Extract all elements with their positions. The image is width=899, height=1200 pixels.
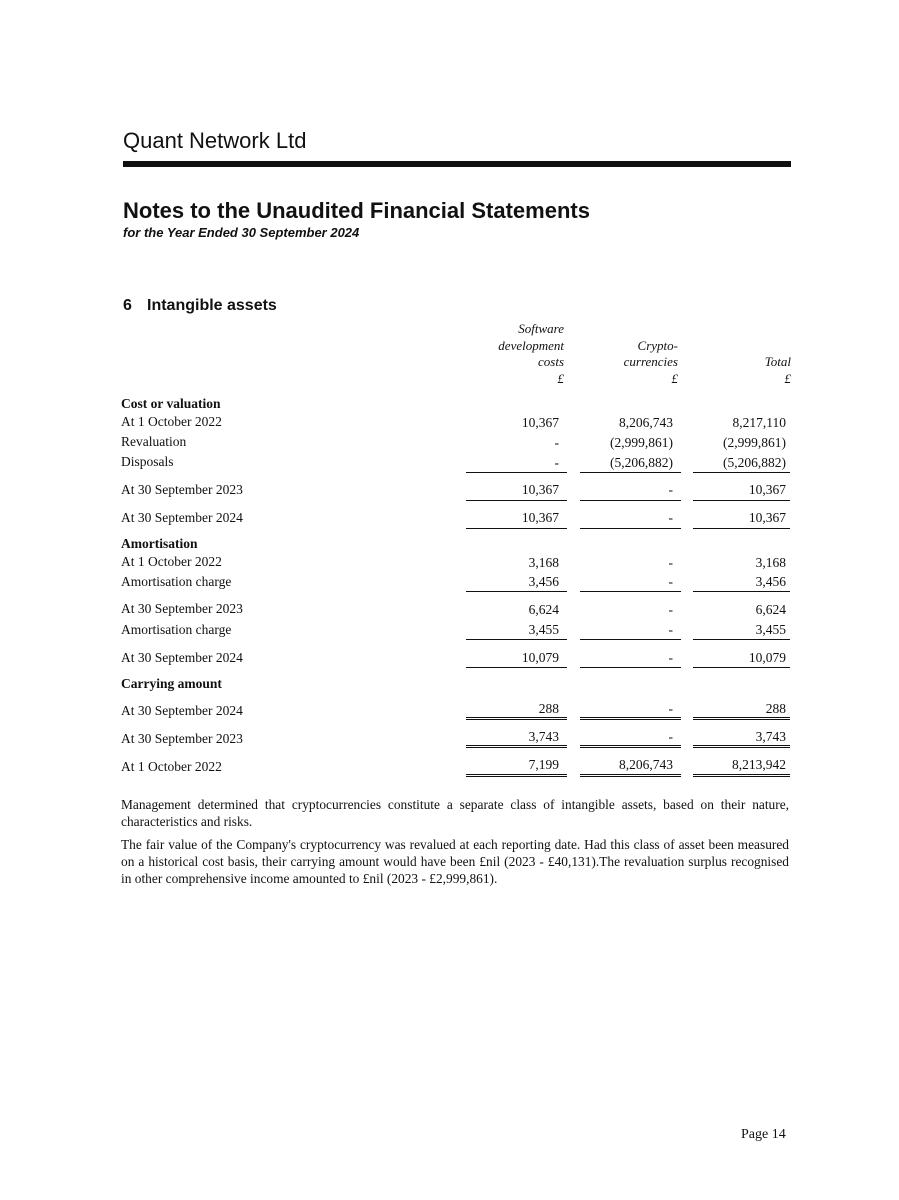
cell-software: 10,079	[521, 650, 559, 665]
rule-line	[693, 591, 790, 592]
rule-line	[580, 591, 681, 592]
cell-crypto: -	[668, 574, 673, 589]
rule-line	[580, 472, 681, 473]
cell-total: 8,213,942	[732, 757, 786, 772]
cell-crypto: -	[668, 555, 673, 570]
cell-crypto: -	[668, 701, 673, 716]
cell-software: -	[554, 455, 559, 470]
header-rule	[123, 161, 791, 167]
cell-crypto: -	[668, 650, 673, 665]
double-rule-line	[466, 745, 567, 748]
note-heading	[123, 297, 277, 315]
cell-software: -	[554, 435, 559, 450]
row-label: At 30 September 2023	[121, 601, 243, 616]
currency-symbol: £	[671, 370, 678, 386]
cell-crypto: -	[668, 622, 673, 637]
cell-total: 8,217,110	[732, 415, 786, 430]
document-title: Notes to the Unaudited Financial Statements	[123, 198, 590, 223]
rule-line	[466, 591, 567, 592]
company-name: Quant Network Ltd	[123, 128, 307, 153]
rule-line	[580, 528, 681, 529]
note-number: 6	[123, 297, 132, 314]
cell-crypto: 8,206,743	[619, 757, 673, 772]
rule-line	[693, 500, 790, 501]
rule-line	[693, 472, 790, 473]
document-subtitle: for the Year Ended 30 September 2024	[123, 225, 360, 240]
rule-line	[693, 667, 790, 668]
cell-software: 6,624	[528, 602, 559, 617]
currency-symbol: £	[557, 370, 564, 386]
cell-software: 10,367	[521, 482, 559, 497]
double-rule-line	[466, 717, 567, 720]
cell-crypto: (2,999,861)	[610, 435, 673, 450]
double-rule-line	[693, 745, 790, 748]
rule-line	[466, 472, 567, 473]
double-rule-line	[580, 745, 681, 748]
paragraph-cryptocurrency-class: Management determined that cryptocurrencies constitute a separate class of intangible assets, based on their nature, characteristics and risks.	[121, 797, 789, 829]
cell-total: 288	[765, 701, 786, 716]
cell-total: (2,999,861)	[723, 435, 786, 450]
rule-line	[580, 500, 681, 501]
row-label: At 30 September 2024	[121, 703, 243, 718]
rule-line	[580, 667, 681, 668]
rule-line	[466, 528, 567, 529]
cell-total: 6,624	[755, 602, 786, 617]
double-rule-line	[466, 774, 567, 777]
cell-crypto: (5,206,882)	[610, 455, 673, 470]
cell-total: 3,456	[755, 574, 786, 589]
row-label: Amortisation charge	[121, 622, 232, 637]
cell-crypto: -	[668, 729, 673, 744]
rule-line	[466, 639, 567, 640]
column-header-line: currencies	[623, 354, 678, 369]
rule-line	[466, 500, 567, 501]
column-header-software	[440, 321, 564, 387]
row-label: At 1 October 2022	[121, 554, 222, 569]
double-rule-line	[693, 774, 790, 777]
section-heading-amortisation: Amortisation	[121, 536, 198, 551]
cell-software: 3,455	[528, 622, 559, 637]
double-rule-line	[580, 717, 681, 720]
cell-software: 3,743	[528, 729, 559, 744]
row-label: At 30 September 2024	[121, 510, 243, 525]
cell-total: 3,168	[755, 555, 786, 570]
cell-software: 10,367	[521, 510, 559, 525]
cell-software: 3,456	[528, 574, 559, 589]
note-title: Intangible assets	[147, 297, 277, 314]
double-rule-line	[693, 717, 790, 720]
row-label: Disposals	[121, 454, 174, 469]
column-header-line: development	[498, 337, 564, 353]
page-number: Page 14	[741, 1127, 786, 1142]
column-header-line: Crypto-	[637, 337, 678, 353]
cell-crypto: -	[668, 482, 673, 497]
cell-total: 3,455	[755, 622, 786, 637]
cell-software: 7,199	[528, 757, 559, 772]
rule-line	[466, 667, 567, 668]
row-label: At 30 September 2023	[121, 482, 243, 497]
rule-line	[693, 528, 790, 529]
row-label: Revaluation	[121, 434, 187, 449]
column-header-total	[680, 354, 791, 387]
cell-crypto: -	[668, 510, 673, 525]
section-heading-cost: Cost or valuation	[121, 396, 221, 411]
double-rule-line	[580, 774, 681, 777]
column-header-line: Software	[518, 321, 564, 336]
cell-total: 3,743	[755, 729, 786, 744]
row-label: At 30 September 2023	[121, 731, 243, 746]
section-heading-carrying: Carrying amount	[121, 676, 222, 691]
column-header-line: costs	[538, 354, 564, 369]
cell-total: 10,367	[748, 510, 786, 525]
rule-line	[693, 639, 790, 640]
column-header-line: Total	[764, 354, 791, 369]
currency-symbol: £	[784, 370, 791, 386]
row-label: At 1 October 2022	[121, 414, 222, 429]
row-label: At 30 September 2024	[121, 650, 243, 665]
cell-total: 10,079	[748, 650, 786, 665]
cell-software: 288	[538, 701, 559, 716]
cell-crypto: -	[668, 602, 673, 617]
paragraph-fair-value: The fair value of the Company's cryptocurrency was revalued at each reporting date. Had this class of asset been measured on a historical cost basis, their carrying amount would have been £nil (2023 - £40,131).The revaluation surplus recognised in other comprehensive income amounted to £nil (2023 - £2,999,861).	[121, 837, 789, 886]
cell-crypto: 8,206,743	[619, 415, 673, 430]
rule-line	[580, 639, 681, 640]
cell-software: 10,367	[521, 415, 559, 430]
column-header-crypto	[560, 338, 678, 388]
cell-software: 3,168	[528, 555, 559, 570]
cell-total: (5,206,882)	[723, 455, 786, 470]
row-label: At 1 October 2022	[121, 759, 222, 774]
row-label: Amortisation charge	[121, 574, 232, 589]
cell-total: 10,367	[748, 482, 786, 497]
